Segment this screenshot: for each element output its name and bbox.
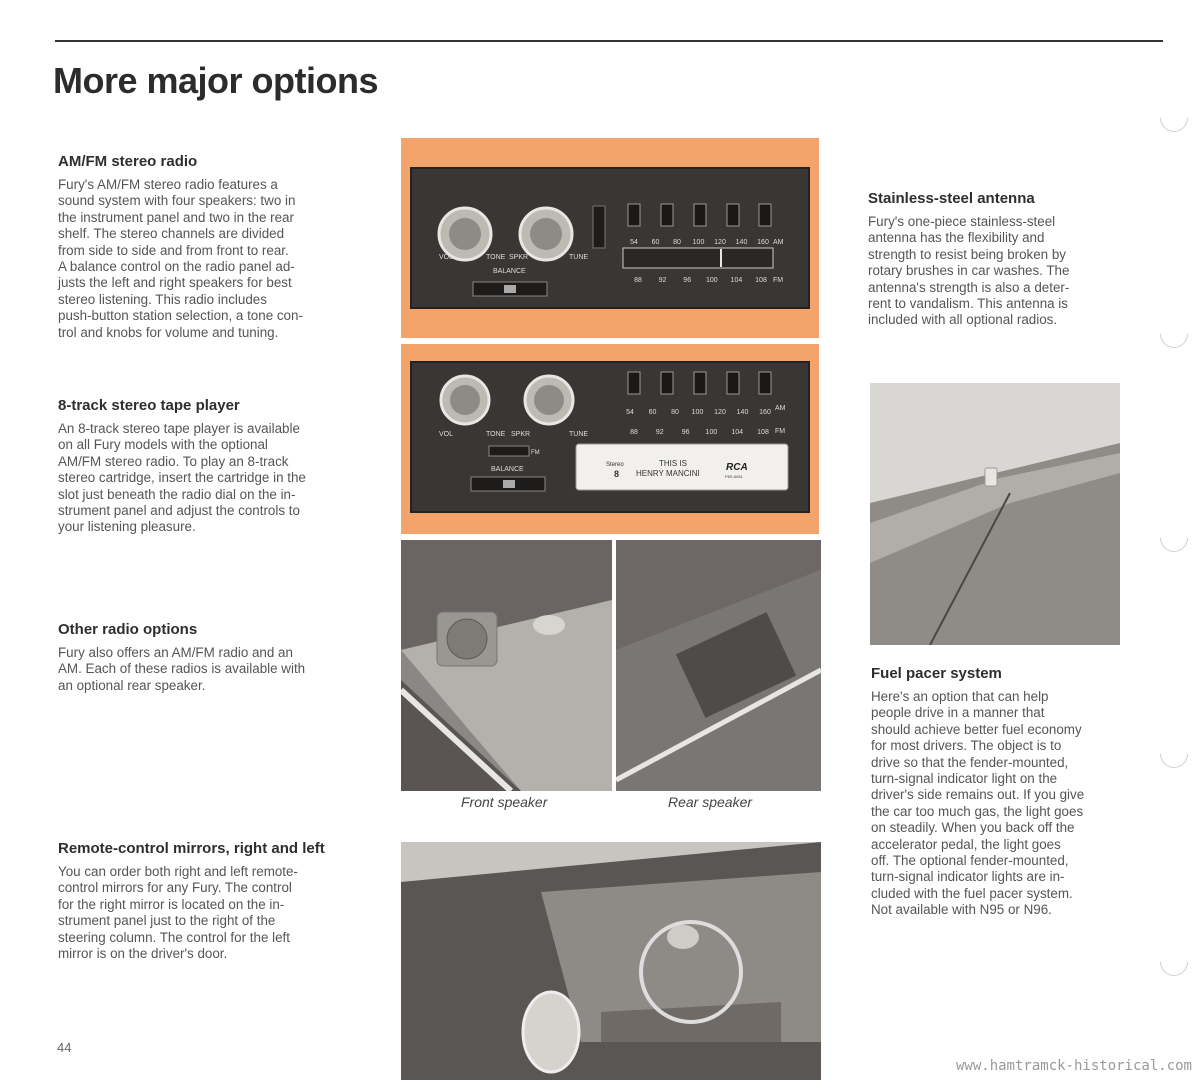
balance-label: BALANCE — [493, 268, 526, 275]
dial-scale-label: 120 — [714, 239, 726, 246]
preset-button — [628, 204, 640, 226]
dial-scale-label: 140 — [736, 409, 749, 416]
volume-knob-center — [450, 385, 480, 415]
dial-scale-label: 108 — [755, 277, 767, 284]
page-title: More major options — [53, 60, 379, 101]
dial-scale-label: 104 — [730, 277, 743, 284]
dial-scale-label: 108 — [757, 429, 769, 436]
am-label: AM — [773, 239, 784, 246]
cartridge-brand: RCA — [726, 462, 748, 473]
cartridge-stereo-label: Stereo — [606, 462, 624, 468]
dial-scale-label: 92 — [655, 429, 664, 436]
fender-indicator-icon — [985, 468, 997, 486]
cartridge-title-line1: THIS IS — [659, 459, 688, 468]
tune-label: TUNE — [569, 431, 589, 438]
side-mirror-icon — [523, 992, 579, 1072]
preset-button — [727, 372, 739, 394]
preset-button — [628, 372, 640, 394]
dial-scale-label: 80 — [671, 409, 679, 416]
binder-hole-icon — [1154, 314, 1194, 354]
cartridge-title-line2: HENRY MANCINI — [636, 469, 700, 478]
amfm-radio-illustration — [401, 138, 819, 338]
dial-scale-label: 80 — [673, 239, 681, 246]
balance-slider-handle — [504, 285, 516, 293]
dial-scale-label: 54 — [626, 409, 634, 416]
dial-scale-label: 60 — [651, 239, 660, 246]
dial-scale-label: 104 — [731, 429, 744, 436]
dial-scale-label: 160 — [757, 239, 769, 246]
front-speaker-image — [401, 540, 612, 791]
section-heading: 8-track stereo tape player — [58, 397, 240, 414]
preset-button — [694, 204, 706, 226]
dial-scale-label: 140 — [735, 239, 748, 246]
section-amfm — [58, 153, 358, 341]
tune-label: TUNE — [569, 254, 589, 261]
section-heading: Other radio options — [58, 621, 198, 638]
tuning-dial — [623, 248, 773, 268]
section-heading: Stainless-steel antenna — [868, 190, 1035, 207]
binder-hole-icon — [1154, 942, 1194, 982]
am-fm-switch — [593, 206, 605, 248]
dial-scale-label: 100 — [705, 429, 718, 436]
mode-switches — [489, 446, 529, 456]
section-mirrors — [58, 840, 368, 962]
binder-hole-icon — [1154, 734, 1194, 774]
mirror-image — [401, 842, 821, 1080]
eight-track-photo — [401, 344, 819, 534]
dial-scale-label: 100 — [691, 409, 704, 416]
dial-scale-label: 100 — [692, 239, 705, 246]
preset-button — [694, 372, 706, 394]
fm-switch-label: FM — [531, 450, 540, 456]
preset-button — [661, 372, 673, 394]
speaker-grille-icon — [447, 619, 487, 659]
dial-scale-label: 92 — [658, 277, 667, 284]
section-heading: Fuel pacer system — [871, 665, 1002, 682]
dial-scale-label: 88 — [630, 429, 638, 436]
dial-scale-label: 96 — [683, 277, 692, 284]
cartridge-code: P8S-5081 — [725, 474, 743, 479]
section-fuel-pacer — [871, 665, 1131, 919]
binder-hole-icon — [1154, 98, 1194, 138]
section-body: Fury also offers an AM/FM radio and an AM. Each of these radios is available with an optional rear speaker. — [58, 645, 306, 693]
dial-scale-label: 54 — [630, 239, 638, 246]
fm-label: FM — [775, 428, 786, 435]
watermark: www.hamtramck-historical.com — [955, 1058, 1192, 1074]
antenna-photo — [870, 383, 1120, 645]
tune-knob-center — [530, 218, 562, 250]
dial-scale-label: 120 — [714, 409, 726, 416]
binder-hole-icon — [1154, 518, 1194, 558]
section-body: Fury's one-piece stainless-steel antenna has the flexibility and strength to resist being broken by rotary brushes in car washes. The antenna's strength is also a deter- rent to vandalism. This antenna is included with all optional radios. — [868, 214, 1070, 328]
dial-scale-label: 160 — [759, 409, 771, 416]
right-mirror-icon — [667, 925, 699, 949]
section-body: An 8-track stereo tape player is available on all Fury models with the optional AM/FM stereo radio. To play an 8-track stereo cartridge, insert the cartridge in the slot just beneath the radio dial on the in- strument panel and adjust the controls to your listening pleasure. — [58, 421, 306, 535]
defroster-knob — [533, 615, 565, 635]
am-label: AM — [775, 405, 786, 412]
section-other-radio — [58, 621, 358, 694]
balance-label: BALANCE — [491, 466, 524, 473]
page-number: 44 — [57, 1040, 72, 1055]
preset-button — [759, 204, 771, 226]
top-rule — [55, 40, 1163, 42]
preset-button — [727, 204, 739, 226]
front-speaker-caption: Front speaker — [461, 794, 548, 810]
volume-knob-center — [449, 218, 481, 250]
section-heading: Remote-control mirrors, right and left — [58, 840, 325, 857]
section-eight-track — [58, 397, 363, 536]
section-body: You can order both right and left remote- control mirrors for any Fury. The control for the right mirror is located on the in- strument panel just to the right of the steering column. The control for the left mirror is on the driver's door. — [58, 864, 298, 962]
fm-label: FM — [773, 277, 784, 284]
vol-label: VOL — [439, 254, 454, 261]
eight-track-illustration — [401, 344, 819, 534]
rear-speaker-image — [616, 540, 821, 791]
preset-button — [759, 372, 771, 394]
rear-speaker-caption: Rear speaker — [668, 794, 753, 810]
preset-button — [661, 204, 673, 226]
dial-scale-label: 100 — [705, 277, 718, 284]
section-body: Fury's AM/FM stereo radio features a sound system with four speakers: two in the instrument panel and two in the rear shelf. The stereo channels are divided from side to side and from front to rear. A balance control on the radio panel ad- justs the left and right speakers for best stereo listening. This radio includes push-button station selection, a tone con- trol and knobs for volume and tuning. — [58, 177, 303, 340]
antenna-image — [870, 383, 1120, 645]
front-speaker-photo — [401, 540, 612, 791]
section-body: Here's an option that can help people drive in a manner that should achieve better fuel economy for most drivers. The object is to drive so that the fender-mounted, turn-signal indicator light on the driver's side remains out. If you give the car too much gas, the light goes on steadily. When you back off the accelerator pedal, the light goes off. The optional fender-mounted, turn-signal indicator lights are in- cluded with the fuel pacer system. Not available with N95 or N96. — [871, 689, 1085, 918]
amfm-radio-photo — [401, 138, 819, 338]
dial-scale-label: 96 — [681, 429, 690, 436]
tone-label: TONE — [486, 254, 506, 261]
dial-scale-label: 60 — [648, 409, 657, 416]
cartridge-number: 8 — [614, 469, 620, 479]
section-antenna — [868, 190, 1118, 329]
rear-speaker-photo — [616, 540, 821, 791]
mirror-photo — [401, 842, 821, 1080]
spkr-label: SPKR — [509, 254, 529, 261]
spkr-label: SPKR — [511, 431, 531, 438]
tone-label: TONE — [486, 431, 506, 438]
tune-knob-center — [534, 385, 564, 415]
balance-slider-handle — [503, 480, 515, 488]
section-heading: AM/FM stereo radio — [58, 153, 198, 170]
vol-label: VOL — [439, 431, 454, 438]
dial-scale-label: 88 — [634, 277, 642, 284]
